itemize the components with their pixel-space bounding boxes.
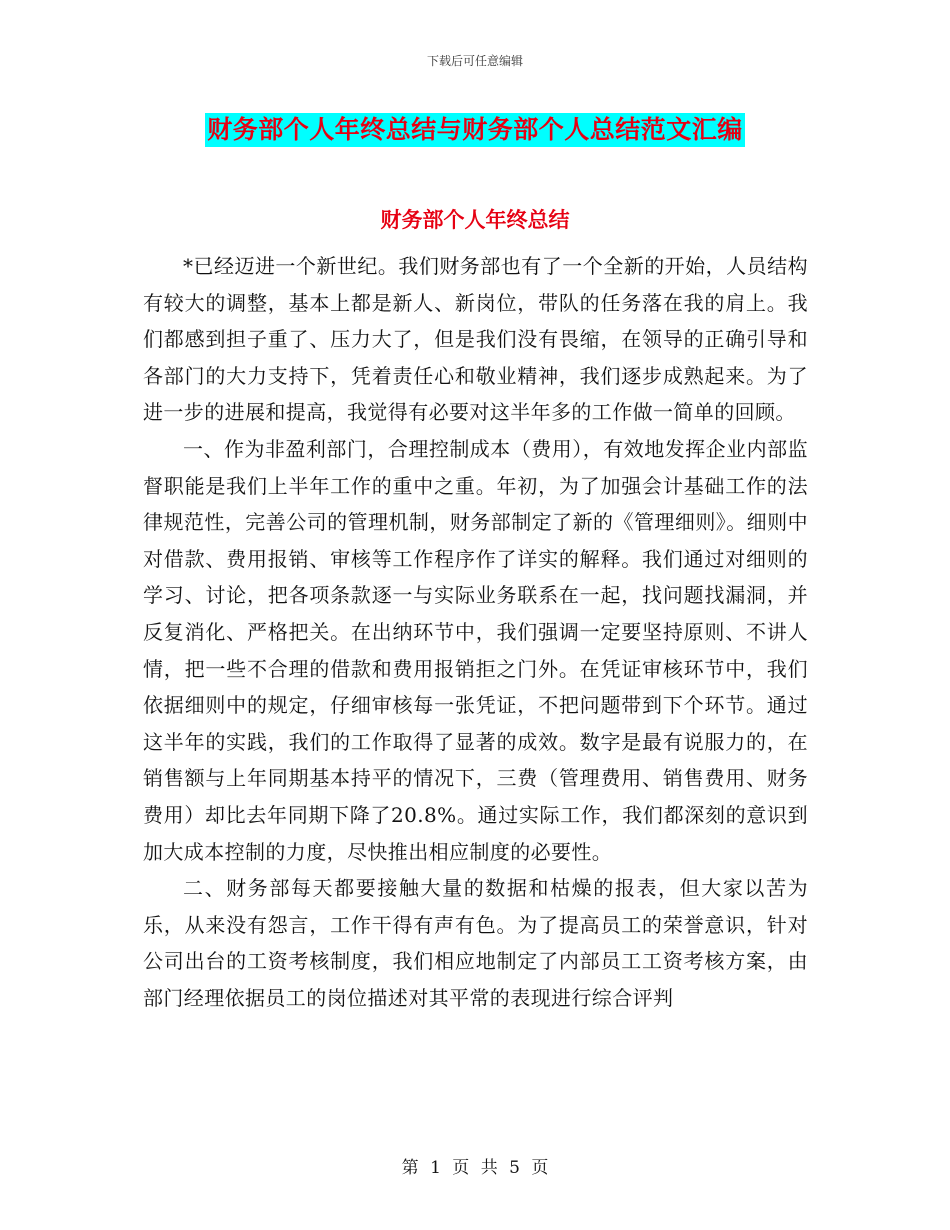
page-footer: 第 1 页 共 5 页	[401, 1158, 549, 1178]
document-title: 财务部个人年终总结与财务部个人总结范文汇编	[205, 113, 745, 147]
section-title: 财务部个人年终总结	[380, 208, 570, 232]
body-text	[143, 248, 808, 1016]
paragraph-1: *已经迈进一个新世纪。我们财务部也有了一个全新的开始，人员结构有较大的调整，基本上都是新人、新岗位，带队的任务落在我的肩上。我们都感到担子重了、压力大了，但是我们没有畏缩，在领导的正确引导和各部门的大力支持下，凭着责任心和敬业精神，我们逐步成熟起来。为了进一步的进展和提高，我觉得有必要对这半年多的工作做一简单的回顾。	[143, 254, 808, 425]
header-note: 下载后可任意编辑	[426, 54, 523, 68]
document-title-wrap	[0, 113, 950, 147]
paragraph-2: 一、作为非盈利部门，合理控制成本（费用），有效地发挥企业内部监督职能是我们上半年工作的重中之重。年初，为了加强会计基础工作的法律规范性，完善公司的管理机制，财务部制定了新的《管理细则》。细则中对借款、费用报销、审核等工作程序作了详实的解释。我们通过对细则的学习、讨论，把各项条款逐一与实际业务联系在一起，找问题找漏洞，并反复消化、严格把关。在出纳环节中，我们强调一定要坚持原则、不讲人情，把一些不合理的借款和费用报销拒之门外。在凭证审核环节中，我们依据细则中的规定，仔细审核每一张凭证，不把问题带到下个环节。通过这半年的实践，我们的工作取得了显著的成效。数字是最有说服力的，在销售额与上年同期基本持平的情况下，三费（管理费用、销售费用、财务费用）却比去年同期下降了20.8%。通过实际工作，我们都深刻的意识到加大成本控制的力度，尽快推出相应制度的必要性。	[143, 436, 808, 864]
paragraph-3: 二、财务部每天都要接触大量的数据和枯燥的报表，但大家以苦为乐，从来没有怨言，工作干得有声有色。为了提高员工的荣誉意识，针对公司出台的工资考核制度，我们相应地制定了内部员工工资考核方案，由部门经理依据员工的岗位描述对其平常的表现进行综合评判	[143, 876, 808, 1010]
